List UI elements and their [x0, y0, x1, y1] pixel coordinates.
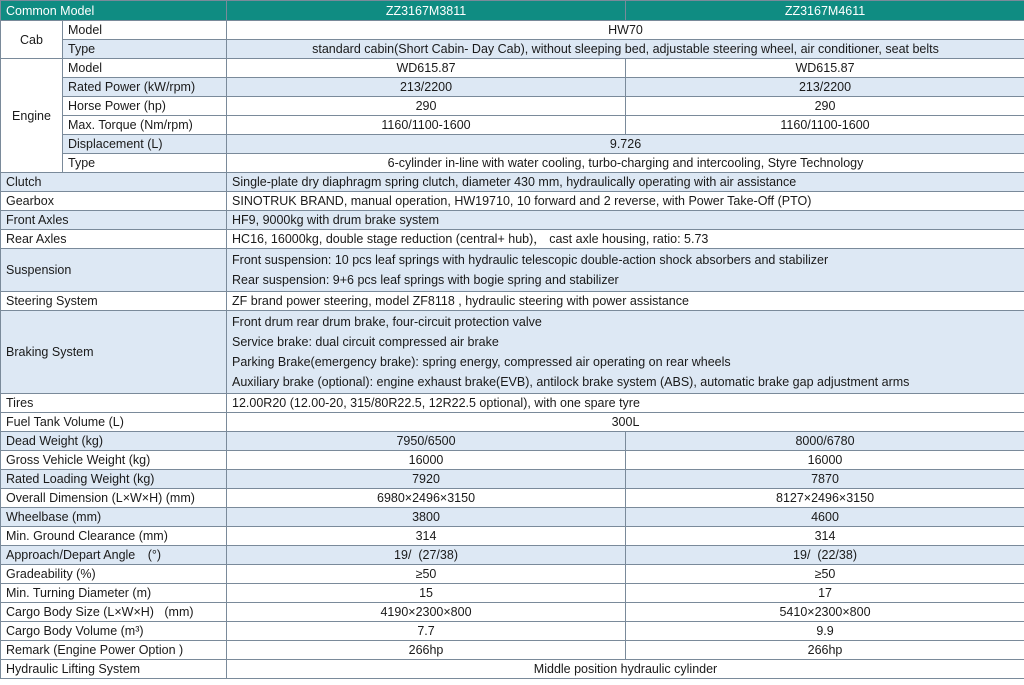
- table-row: [1, 508, 1024, 527]
- header-label: Common Model: [1, 1, 227, 21]
- braking-line: Parking Brake(emergency brake): spring energy, compressed air operating on rear wheels: [232, 355, 731, 369]
- table-row: [1, 622, 1024, 641]
- row-label: Remark (Engine Power Option ): [1, 641, 227, 660]
- cell-b: 16000: [626, 451, 1024, 470]
- cab-group-label: Cab: [1, 21, 63, 59]
- cell-b: 5410×2300×800: [626, 603, 1024, 622]
- cell-a: 16000: [227, 451, 626, 470]
- fuel-tank-value: 300L: [227, 413, 1024, 432]
- cab-model-value: HW70: [227, 21, 1024, 40]
- cell-a: 15: [227, 584, 626, 603]
- cell-b: 314: [626, 527, 1024, 546]
- clutch-value: Single-plate dry diaphragm spring clutch, diameter 430 mm, hydraulically operating with air assistance: [227, 173, 1024, 192]
- cell-b: 9.9: [626, 622, 1024, 641]
- cell-a: 290: [227, 97, 626, 116]
- row-label: Clutch: [1, 173, 227, 192]
- table-row: [1, 173, 1024, 192]
- front-axles-value: HF9, 9000kg with drum brake system: [227, 211, 1024, 230]
- cell-b: 1160/1100-1600: [626, 116, 1024, 135]
- header-model-b: ZZ3167M4611: [626, 1, 1024, 21]
- row-label: Displacement (L): [63, 135, 227, 154]
- steering-value: ZF brand power steering, model ZF8118 , hydraulic steering with power assistance: [227, 292, 1024, 311]
- table-row: [1, 192, 1024, 211]
- cell-a: 4190×2300×800: [227, 603, 626, 622]
- row-label: Wheelbase (mm): [1, 508, 227, 527]
- row-label: Rated Loading Weight (kg): [1, 470, 227, 489]
- row-label: Approach/Depart Angle (°): [1, 546, 227, 565]
- table-row: [1, 249, 1024, 292]
- table-header-row: [1, 1, 1024, 21]
- table-row: [1, 230, 1024, 249]
- table-row: [1, 97, 1024, 116]
- engine-group-label: Engine: [1, 59, 63, 173]
- row-label: Type: [63, 154, 227, 173]
- table-row: [1, 603, 1024, 622]
- table-row: [1, 394, 1024, 413]
- cell-b: 213/2200: [626, 78, 1024, 97]
- suspension-line: Front suspension: 10 pcs leaf springs with hydraulic telescopic double-action shock absorbers and stabilizer: [232, 253, 829, 267]
- cell-a: 7950/6500: [227, 432, 626, 451]
- suspension-value: [227, 249, 1024, 292]
- row-label: Type: [63, 40, 227, 59]
- table-row: [1, 311, 1024, 394]
- cab-type-value: standard cabin(Short Cabin- Day Cab), without sleeping bed, adjustable steering wheel, air conditioner, seat belts: [227, 40, 1024, 59]
- rear-axles-value: HC16, 16000kg, double stage reduction (central+ hub)， cast axle housing, ratio: 5.73: [227, 230, 1024, 249]
- table-row: [1, 660, 1024, 679]
- braking-line: Service brake: dual circuit compressed air brake: [232, 335, 499, 349]
- table-row: [1, 211, 1024, 230]
- braking-line: Auxiliary brake (optional): engine exhaust brake(EVB), antilock brake system (ABS), automatic brake gap adjustment arms: [232, 375, 910, 389]
- cell-b: 8000/6780: [626, 432, 1024, 451]
- cell-a: 213/2200: [227, 78, 626, 97]
- cell-a: 314: [227, 527, 626, 546]
- row-label: Gradeability (%): [1, 565, 227, 584]
- cell-b: WD615.87: [626, 59, 1024, 78]
- table-row: [1, 78, 1024, 97]
- cell-b: 7870: [626, 470, 1024, 489]
- cell-b: 4600: [626, 508, 1024, 527]
- cell-b: ≥50: [626, 565, 1024, 584]
- table-row: [1, 527, 1024, 546]
- cell-b: 17: [626, 584, 1024, 603]
- cell-b: 19/ (22/38): [626, 546, 1024, 565]
- row-label: Min. Turning Diameter (m): [1, 584, 227, 603]
- cell-a: 7.7: [227, 622, 626, 641]
- row-label: Gearbox: [1, 192, 227, 211]
- cell-a: 1160/1100-1600: [227, 116, 626, 135]
- table-row: [1, 292, 1024, 311]
- row-label: Cargo Body Volume (m³): [1, 622, 227, 641]
- cell-a: ≥50: [227, 565, 626, 584]
- gearbox-value: SINOTRUK BRAND, manual operation, HW19710, 10 forward and 2 reverse, with Power Take-Off (PTO): [227, 192, 1024, 211]
- cell-b: 8127×2496×3150: [626, 489, 1024, 508]
- table-row: [1, 584, 1024, 603]
- row-label: Hydraulic Lifting System: [1, 660, 227, 679]
- row-label: Tires: [1, 394, 227, 413]
- row-label: Model: [63, 21, 227, 40]
- hydraulic-value: Middle position hydraulic cylinder: [227, 660, 1024, 679]
- row-label: Suspension: [1, 249, 227, 292]
- suspension-line: Rear suspension: 9+6 pcs leaf springs with bogie spring and stabilizer: [232, 273, 619, 287]
- dimension-rows: [1, 432, 1024, 660]
- tires-value: 12.00R20 (12.00-20, 315/80R22.5, 12R22.5 optional), with one spare tyre: [227, 394, 1024, 413]
- row-label: Rated Power (kW/rpm): [63, 78, 227, 97]
- cell-a: 7920: [227, 470, 626, 489]
- cell-b: 290: [626, 97, 1024, 116]
- row-label: Model: [63, 59, 227, 78]
- table-row: [1, 432, 1024, 451]
- cell-a: 266hp: [227, 641, 626, 660]
- cell-a: 3800: [227, 508, 626, 527]
- table-row: [1, 21, 1024, 40]
- row-label: Min. Ground Clearance (mm): [1, 527, 227, 546]
- table-row: [1, 470, 1024, 489]
- table-row: [1, 413, 1024, 432]
- row-label: Gross Vehicle Weight (kg): [1, 451, 227, 470]
- header-model-a: ZZ3167M3811: [227, 1, 626, 21]
- cell-b: 266hp: [626, 641, 1024, 660]
- row-label: Cargo Body Size (L×W×H) (mm): [1, 603, 227, 622]
- braking-value: [227, 311, 1024, 394]
- braking-line: Front drum rear drum brake, four-circuit protection valve: [232, 315, 542, 329]
- row-label: Rear Axles: [1, 230, 227, 249]
- cell-a: WD615.87: [227, 59, 626, 78]
- row-label: Fuel Tank Volume (L): [1, 413, 227, 432]
- table-row: [1, 565, 1024, 584]
- table-row: [1, 116, 1024, 135]
- row-label: Front Axles: [1, 211, 227, 230]
- table-row: [1, 40, 1024, 59]
- table-row: [1, 59, 1024, 78]
- row-label: Horse Power (hp): [63, 97, 227, 116]
- engine-type-value: 6-cylinder in-line with water cooling, turbo-charging and intercooling, Styre Technology: [227, 154, 1024, 173]
- table-row: [1, 489, 1024, 508]
- row-label: Max. Torque (Nm/rpm): [63, 116, 227, 135]
- row-label: Braking System: [1, 311, 227, 394]
- cell-a: 19/ (27/38): [227, 546, 626, 565]
- table-row: [1, 451, 1024, 470]
- engine-displacement-value: 9.726: [227, 135, 1024, 154]
- table-row: [1, 546, 1024, 565]
- table-row: [1, 135, 1024, 154]
- row-label: Steering System: [1, 292, 227, 311]
- table-row: [1, 641, 1024, 660]
- row-label: Dead Weight (kg): [1, 432, 227, 451]
- cell-a: 6980×2496×3150: [227, 489, 626, 508]
- row-label: Overall Dimension (L×W×H) (mm): [1, 489, 227, 508]
- table-row: [1, 154, 1024, 173]
